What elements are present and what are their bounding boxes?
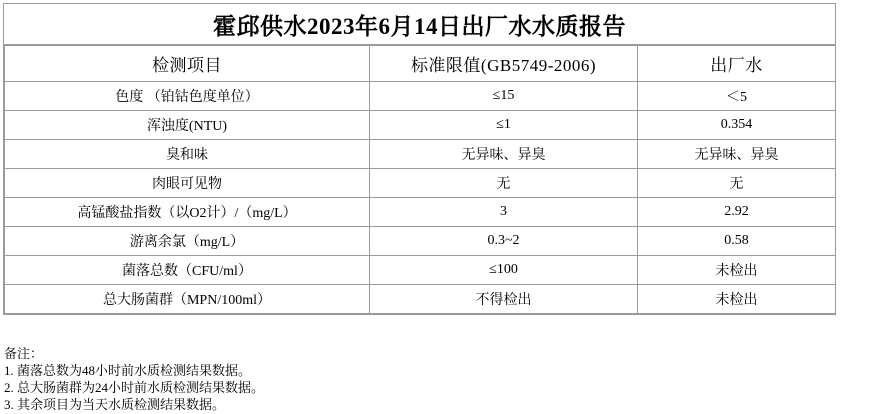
cell-value: 未检出 xyxy=(638,285,836,314)
cell-value: 未检出 xyxy=(638,256,836,285)
cell-limit: 无异味、异臭 xyxy=(370,140,638,169)
cell-limit: 3 xyxy=(370,198,638,227)
cell-value: 2.92 xyxy=(638,198,836,227)
table-row xyxy=(5,198,836,227)
cell-limit: ≤1 xyxy=(370,111,638,140)
page-title: 霍邱供水2023年6月14日出厂水水质报告 xyxy=(213,13,626,39)
cell-limit: 0.3~2 xyxy=(370,227,638,256)
table-row xyxy=(5,285,836,314)
report-frame xyxy=(3,3,836,315)
note-line-1: 1. 菌落总数为48小时前水质检测结果数据。 xyxy=(4,363,252,378)
cell-value: 0.58 xyxy=(638,227,836,256)
cell-value: 无异味、异臭 xyxy=(638,140,836,169)
table-row xyxy=(5,140,836,169)
cell-value: 0.354 xyxy=(638,111,836,140)
cell-limit: 不得检出 xyxy=(370,285,638,314)
column-header-value: 出厂水 xyxy=(638,46,836,82)
cell-value: ＜5 xyxy=(638,82,836,111)
cell-limit: ≤100 xyxy=(370,256,638,285)
table-row xyxy=(5,227,836,256)
cell-limit: 无 xyxy=(370,169,638,198)
cell-item: 浑浊度(NTU) xyxy=(5,111,370,140)
cell-item: 肉眼可见物 xyxy=(5,169,370,198)
table-header-row xyxy=(5,46,836,82)
cell-item: 菌落总数（CFU/ml） xyxy=(5,256,370,285)
water-quality-table xyxy=(4,45,836,314)
table-row xyxy=(5,82,836,111)
notes-label: 备注： xyxy=(4,346,44,361)
column-header-item: 检测项目 xyxy=(5,46,370,82)
table-row xyxy=(5,111,836,140)
cell-item: 高锰酸盐指数（以O2计）/（mg/L） xyxy=(5,198,370,227)
cell-item: 游离余氯（mg/L） xyxy=(5,227,370,256)
table-row xyxy=(5,256,836,285)
cell-item: 总大肠菌群（MPN/100ml） xyxy=(5,285,370,314)
report-title-row xyxy=(4,4,835,45)
column-header-limit: 标准限值(GB5749-2006) xyxy=(370,46,638,82)
cell-item: 色度 （铂钴色度单位） xyxy=(5,82,370,111)
cell-limit: ≤15 xyxy=(370,82,638,111)
table-row xyxy=(5,169,836,198)
cell-item: 臭和味 xyxy=(5,140,370,169)
cell-value: 无 xyxy=(638,169,836,198)
notes-block xyxy=(4,345,264,413)
note-line-2: 2. 总大肠菌群为24小时前水质检测结果数据。 xyxy=(4,380,265,395)
note-line-3: 3. 其余项目为当天水质检测结果数据。 xyxy=(4,397,226,412)
